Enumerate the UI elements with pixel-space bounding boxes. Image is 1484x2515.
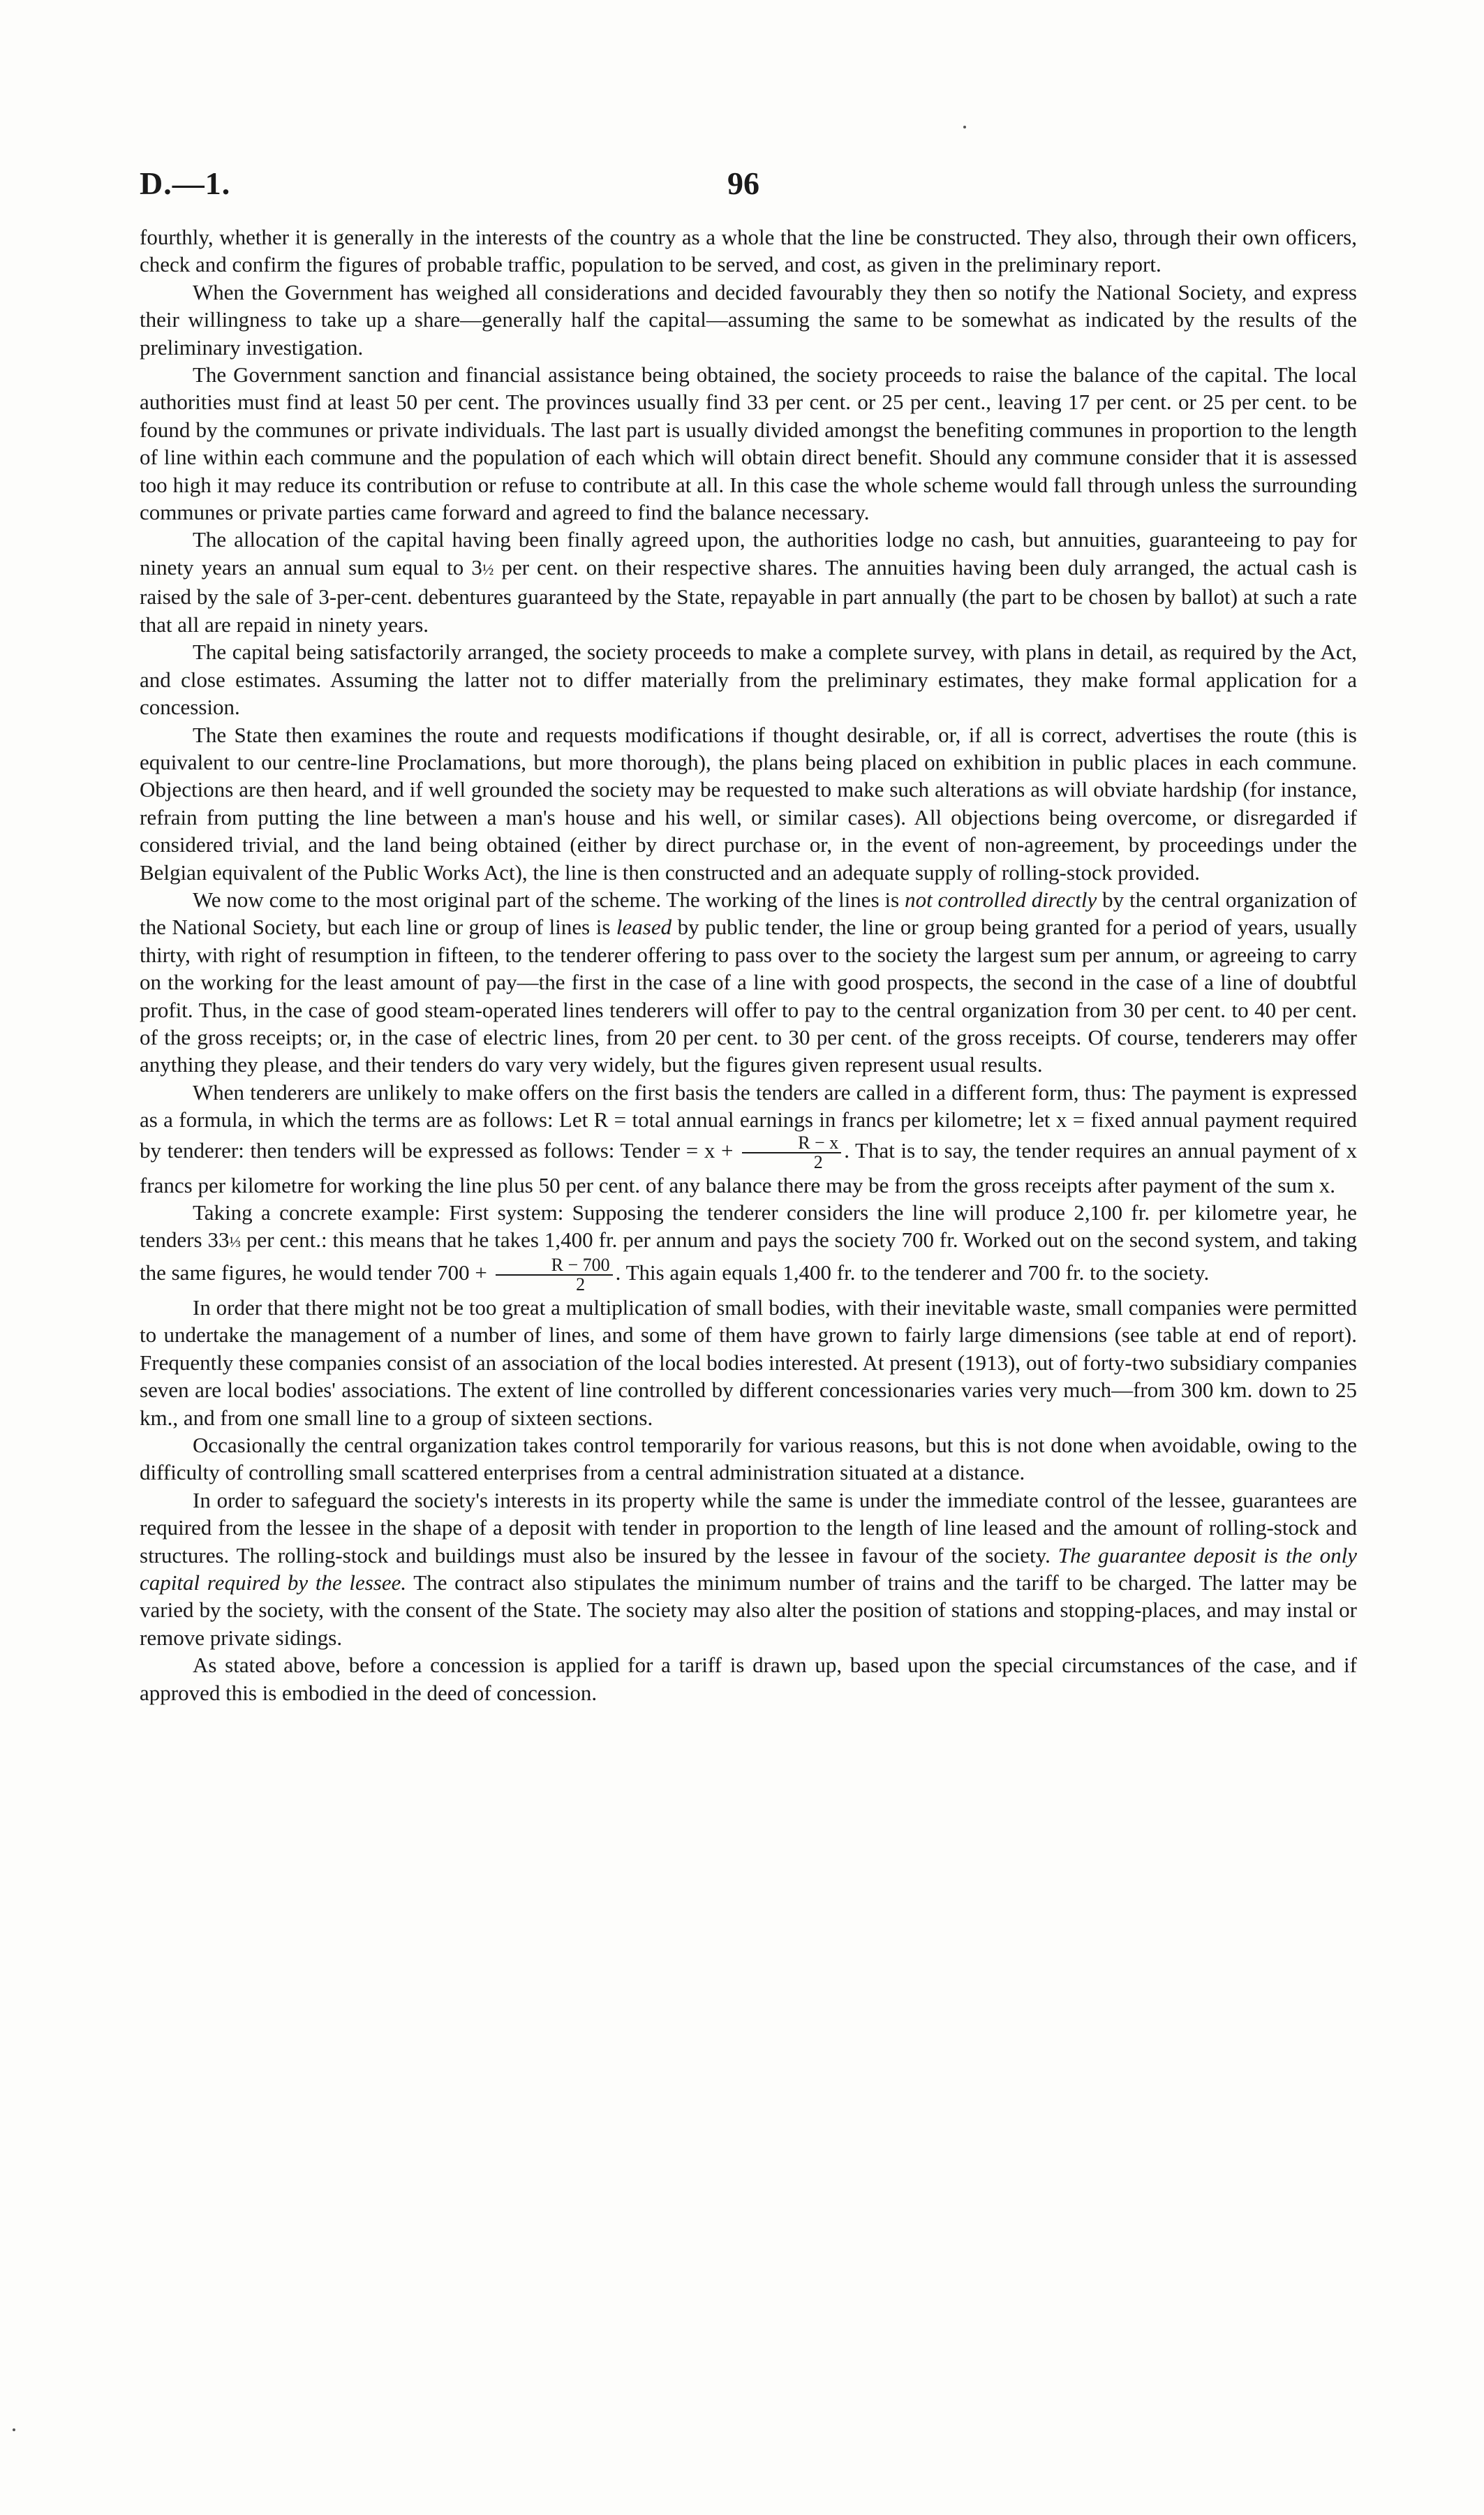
paragraph-9-part-2: per cent.: this means that he takes 1,400 fr. per annum and pays the society 700 fr. Worked out on the second system, and taking the same figures, he would tender 700 + — [140, 1227, 1357, 1285]
formula-1-denominator: 2 — [813, 1151, 823, 1172]
paragraph-8-part-1: When tenderers are unlikely to make offers on the first basis the tenders are called in a different form, thus: The payment is expressed as a formula, in which the terms are as follows: Let R = total annual earnings in francs per kilometre; let x = fixed annual payment required by tenderer: then tenders will be expressed as follows: Tender = x + — [140, 1079, 1357, 1163]
paragraph-9-part-3: . This again equals 1,400 fr. to the tenderer and 700 fr. to the society. — [615, 1260, 1210, 1285]
paragraph-6: The State then examines the route and requests modifications if thought desirable, or, if all is correct, advertises the route (this is equivalent to our centre-line Proclamations, but more thorough), the plans being placed on exhibition in public places in each commune. Objections are then heard, and if well grounded the society may be requested to make such alterations as will obviate hardship (for instance, refrain from putting the line between a man's house and his well, or similar cases). All objections being overcome, or disregarded if considered trivial, and the land being obtained (either by direct purchase or, in the event of non-agreement, by proceedings under the Belgian equivalent of the Public Works Act), the line is then constructed and an adequate supply of rolling-stock provided. — [140, 722, 1357, 885]
paragraph-8 — [140, 1079, 1357, 1199]
paragraph-1: fourthly, whether it is generally in the interests of the country as a whole that the line be constructed. They also, through their own officers, check and confirm the figures of probable traffic, population to be served, and cost, as given in the preliminary report. — [140, 225, 1357, 277]
paragraph-7-part-2: by the central organization of the National Society, but each line or group of lines is — [140, 887, 1357, 940]
paragraph-10: In order that there might not be too great a multiplication of small bodies, with their inevitable waste, small companies were permitted to undertake the management of a number of lines, and some of them have grown to fairly large dimensions (see table at end of report). Frequently these companies consist of an association of the local bodies interested. At present (1913), out of forty-two subsidiary companies seven are local bodies' associations. The extent of line controlled by different concessionaries varies very much—from 300 km. down to 25 km., and from one small line to a group of sixteen sections. — [140, 1295, 1357, 1430]
paragraph-9-part-1: Taking a concrete example: First system: Supposing the tenderer considers the line will produce 2,100 fr. per kilometre year, he tenders 33 — [140, 1200, 1357, 1253]
formula-fraction-1 — [742, 1134, 841, 1172]
paragraph-2: When the Government has weighed all considerations and decided favourably they then so notify the National Society, and express their willingness to take up a share—generally half the capital—assuming the same to be somewhat as indicated by the results of the preliminary investigation. — [140, 279, 1357, 360]
paragraph-4-part-1: The allocation of the capital having been finally agreed upon, the authorities lodge no cash, but annuities, guaranteeing to pay for ninety years an annual sum equal to 3 — [140, 527, 1357, 580]
paragraph-8-part-2: . That is to say, the tender requires an annual payment of x francs per kilometre for working the line plus 50 per cent. of any balance there may be from the gross receipts after payment of the sum x. — [140, 1137, 1357, 1197]
fraction-third: ⅓ — [229, 1233, 242, 1251]
document-reference: D.—1. — [140, 165, 231, 201]
scan-speck — [13, 2428, 15, 2431]
paragraph-12-emphasis: The guarantee deposit is the only capital required by the lessee. — [140, 1542, 1357, 1595]
formula-fraction-2 — [496, 1256, 613, 1294]
fraction-half: ½ — [482, 561, 494, 579]
paragraph-13: As stated above, before a concession is applied for a tariff is drawn up, based upon the special circumstances of the case, and if approved this is embodied in the deed of concession. — [140, 1653, 1357, 1705]
paragraph-7-emphasis-2: leased — [616, 915, 672, 940]
paragraph-7-part-1: We now come to the most original part of the scheme. The working of the lines is — [193, 887, 905, 912]
paragraph-11: Occasionally the central organization takes control temporarily for various reasons, but this is not done when avoidable, owing to the difficulty of controlling small scattered enterprises from a central administration situated at a distance. — [140, 1433, 1357, 1485]
scan-speck — [963, 126, 966, 128]
paragraph-12-part-1: In order to safeguard the society's interests in its property while the same is under the immediate control of the lessee, guarantees are required from the lessee in the shape of a deposit with tender in proportion to the length of line leased and the amount of rolling-stock and structures. The rolling-stock and buildings must also be insured by the lessee in favour of the society. — [140, 1487, 1357, 1568]
paragraph-7 — [140, 886, 1357, 1079]
paragraph-4-part-2: per cent. on their respective shares. The annuities having been duly arranged, the actual cash is raised by the sale of 3-per-cent. debentures guaranteed by the State, repayable in part annually (the part to be chosen by ballot) at such a rate that all are repaid in ninety years. — [140, 554, 1358, 637]
page-number: 96 — [727, 165, 759, 201]
paragraph-4 — [140, 526, 1357, 638]
paragraph-5: The capital being satisfactorily arranged, the society proceeds to make a complete survey, with plans in detail, as required by the Act, and close estimates. Assuming the latter not to differ materially from the preliminary estimates, they make formal application for a concession. — [140, 640, 1357, 720]
formula-1-numerator: R − x — [742, 1134, 841, 1153]
paragraph-7-emphasis-1: not controlled directly — [905, 887, 1097, 912]
formula-2-numerator: R − 700 — [496, 1256, 613, 1276]
document-body — [140, 223, 1357, 1706]
paragraph-12 — [140, 1487, 1357, 1651]
paragraph-12-part-2: The contract also stipulates the minimum number of trains and the tariff to be charged. The latter may be varied by the society, with the consent of the State. The society may also alter the position of stations and stopping-places, and may instal or remove private sidings. — [140, 1570, 1357, 1650]
paragraph-3: The Government sanction and financial assistance being obtained, the society proceeds to raise the balance of the capital. The local authorities must find at least 50 per cent. The provinces usually find 33 per cent. or 25 per cent., leaving 17 per cent. or 25 per cent. to be found by the communes or private individuals. The last part is usually divided amongst the benefiting communes in proportion to the length of line within each commune and the population of each which will obtain direct benefit. Should any commune consider that it is assessed too high it may reduce its contribution or refuse to contribute at all. In this case the whole scheme would fall through unless the surrounding communes or private parties came forward and agreed to find the balance necessary. — [140, 362, 1357, 525]
formula-2-denominator: 2 — [576, 1274, 586, 1295]
paragraph-9 — [140, 1199, 1357, 1294]
paragraph-7-part-3: by public tender, the line or group being granted for a period of years, usually thirty, with right of resumption in fifteen, to the tenderer offering to pass over to the society the largest sum per annum, or agreeing to carry on the working for the least amount of pay—the first in the case of a line with good prospects, the second in the case of a line of doubtful profit. Thus, in the case of good steam-operated lines tenderers will offer to pay to the central organization from 30 per cent. to 40 per cent. of the gross receipts; or, in the case of electric lines, from 20 per cent. to 30 per cent. of the gross receipts. Of course, tenderers may offer anything they please, and their tenders do vary very widely, but the figures given represent usual results. — [140, 915, 1357, 1077]
